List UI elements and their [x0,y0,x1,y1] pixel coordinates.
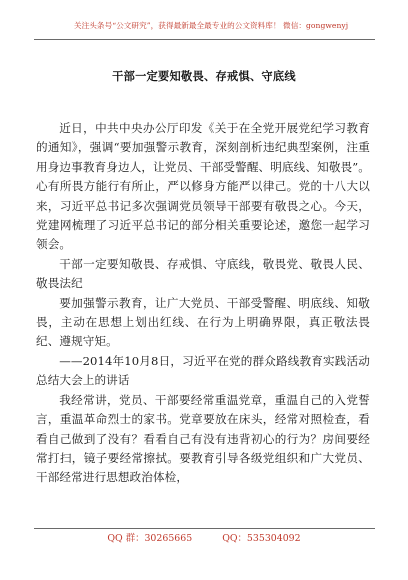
footer-qq-group: QQ 群：30265665 [107,533,193,544]
paragraph-intro: 近日，中共中央办公厅印发《关于在全党开展党纪学习教育的通知》，强调“要加强警示教育，深刻剖析违纪典型案例，注重用身边事教育身边人，让党员、干部受警醒、明底线、知敬畏”。心有所畏方能行有所止，严以修身方能严以律己。党的十八大以来，习近平总书记多次强调党员领导干部要有敬畏之心。今天，党建网梳理了习近平总书记的部分相关重要论述，邀您一起学习领会。 [36,121,370,252]
document-body [36,119,370,488]
footer-contact [0,533,408,545]
document-title: 干部一定要知敬畏、存戒惧、守底线 [112,69,296,83]
paragraph-heading: 干部一定要知敬畏、存戒惧、守底线，敬畏党、敬畏人民、敬畏法纪 [36,256,370,291]
paragraph-quote: 要加强警示教育，让广大党员、干部受警醒、明底线、知敬畏，主动在思想上划出红线、在行为上明确界限，真正敬法畏纪、遵规守矩。 [36,295,370,349]
header-divider [34,39,375,40]
header-note: 关注头条号“公文研究”，获得最新最全最专业的公文资料库！ 微信：gongwenyj [74,21,349,30]
paragraph-source: ——2014年10月8日，习近平在党的群众路线教育实践活动总结大会上的讲话 [36,353,370,388]
paragraph-quote-2: 我经常讲，党员、干部要经常重温党章，重温自己的入党誓言，重温革命烈士的家书。党章要放在床头，经常对照检查，看看自己做到了没有？看看自己有没有违背初心的行为？房间要经常打扫，镜子要经常擦拭。要教育引导各级党组织和广大党员、干部经常进行思想政治体检， [36,392,370,485]
footer-qq: QQ：535304092 [222,533,301,544]
footer-divider [34,528,375,529]
